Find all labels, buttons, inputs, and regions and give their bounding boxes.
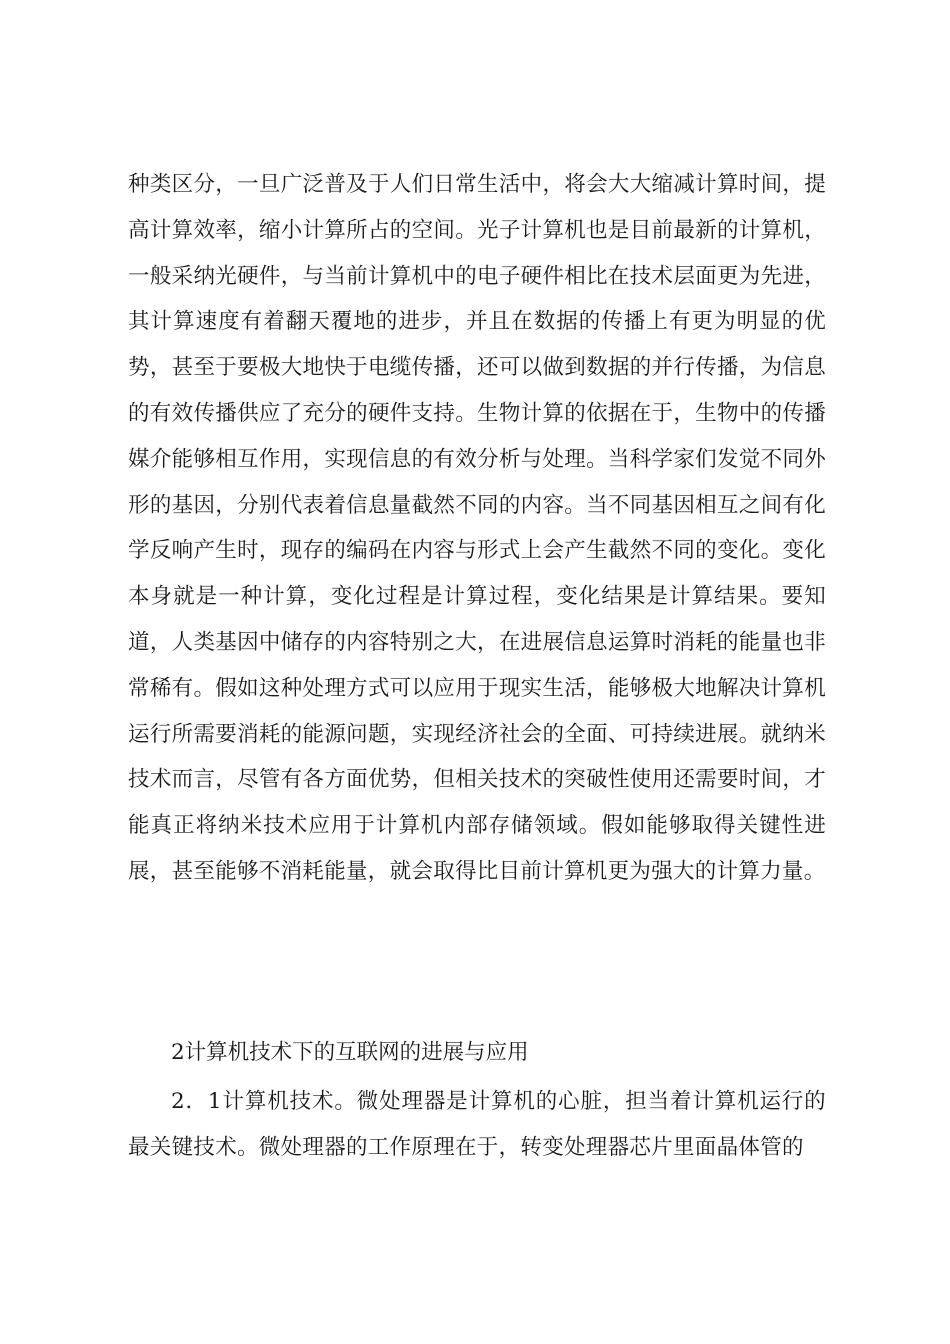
body-paragraph-subsection: 2．1计算机技术。微处理器是计算机的心脏，担当着计算机运行的最关键技术。微处理器的工作原理在于，转变处理器芯片里面晶体管的	[128, 1089, 826, 1160]
body-paragraph: 种类区分，一旦广泛普及于人们日常生活中，将会大大缩减计算时间，提高计算效率，缩小计算所占的空间。光子计算机也是目前最新的计算机，一般采纳光硬件，与当前计算机中的电子硬件相比在技术层面更为先进，其计算速度有着翻天覆地的进步，并且在数据的传播上有更为明显的优势，甚至于要极大地快于电缆传播，还可以做到数据的并行传播，为信息的有效传播供应了充分的硬件支持。生物计算的依据在于，生物中的传播媒介能够相互作用，实现信息的有效分析与处理。当科学家们发觉不同外形的基因，分别代表着信息量截然不同的内容。当不同基因相互之间有化学反响产生时，现存的编码在内容与形式上会产生截然不同的变化。变化本身就是一种计算，变化过程是计算过程，变化结果是计算结果。要知道，人类基因中储存的内容特别之大，在进展信息运算时消耗的能量也非常稀有。假如这种处理方式可以应用于现实生活，能够极大地解决计算机运行所需要消耗的能源问题，实现经济社会的全面、可持续进展。就纳米技术而言，尽管有各方面优势，但相关技术的突破性使用还需要时间，才能真正将纳米技术应用于计算机内部存储领域。假如能够取得关键性进展，甚至能够不消耗能量，就会取得比目前计算机更为强大的计算力量。	[128, 172, 826, 884]
section-heading: 2计算机技术下的互联网的进展与应用	[171, 1040, 529, 1065]
